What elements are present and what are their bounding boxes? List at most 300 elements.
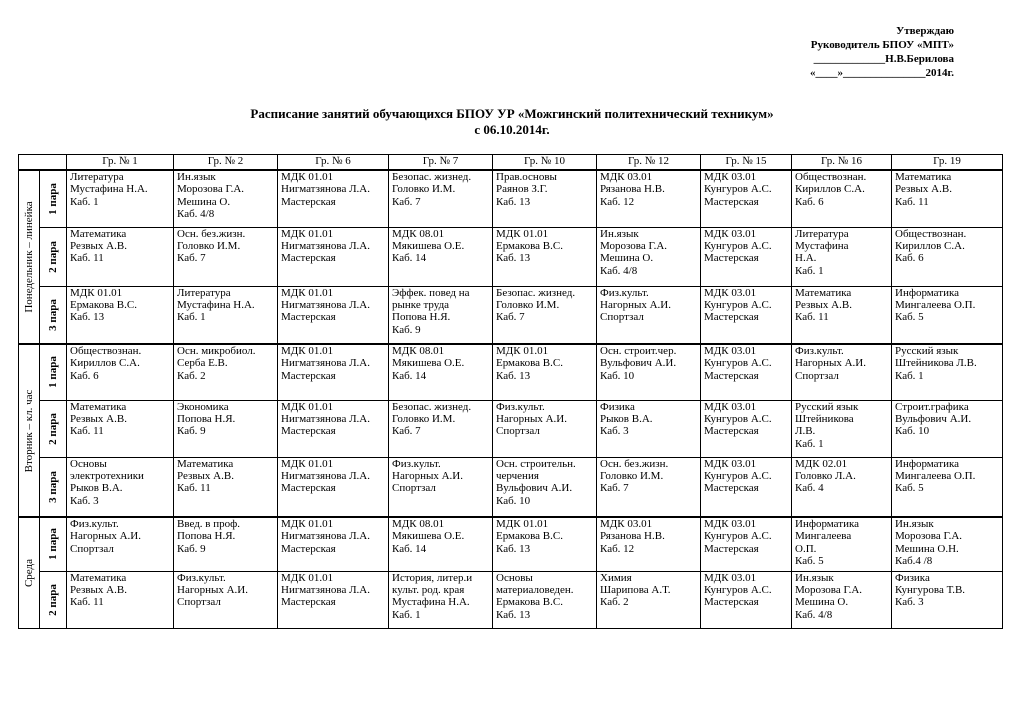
- schedule-table: [18, 154, 1003, 629]
- lesson-line: Мустафина: [795, 239, 849, 252]
- lesson-line: Мастерская: [704, 542, 759, 555]
- lesson-line: Каб. 13: [496, 608, 531, 621]
- period-label: 1 пара: [46, 182, 59, 215]
- lesson-cell: [389, 170, 493, 227]
- lesson-line: МДК 03.01: [704, 227, 757, 240]
- lesson-line: Мастерская: [704, 195, 759, 208]
- lesson-line: МДК 02.01: [795, 457, 848, 470]
- lesson-line: Ин.язык: [895, 518, 934, 530]
- lesson-line: Мастерская: [704, 369, 759, 382]
- lesson-line: Каб. 9: [177, 425, 206, 438]
- lesson-line: Нигматзянова Л.А.: [281, 583, 370, 596]
- lesson-line: Штейникова Л.В.: [895, 357, 977, 370]
- lesson-cell: [389, 227, 493, 286]
- lesson-line: МДК 03.01: [704, 571, 757, 584]
- lesson-cell: [892, 517, 1003, 571]
- period-label: 2 пара: [46, 240, 59, 273]
- lesson-line: Каб. 4/8: [177, 208, 215, 221]
- lesson-line: рынке труда: [392, 298, 450, 311]
- lesson-line: Каб. 5: [795, 555, 824, 568]
- lesson-line: Информатика: [895, 286, 960, 299]
- lesson-line: Мякишева О.Е.: [392, 239, 465, 252]
- lesson-line: Мустафина Н.А.: [177, 298, 255, 311]
- lesson-line: МДК 03.01: [600, 171, 653, 183]
- lesson-line: Ермакова В.С.: [496, 239, 563, 252]
- period-row: [19, 170, 1003, 227]
- period-label-cell: [40, 571, 67, 628]
- lesson-line: Нагорных А.И.: [70, 530, 141, 543]
- lesson-line: Обществознан.: [795, 171, 867, 183]
- lesson-line: Мустафина Н.А.: [392, 596, 470, 609]
- lesson-line: Нагорных А.И.: [795, 357, 866, 370]
- lesson-line: Математика: [795, 286, 852, 299]
- lesson-cell: [67, 227, 174, 286]
- lesson-line: Ермакова В.С.: [496, 596, 563, 609]
- lesson-line: Мастерская: [281, 482, 336, 495]
- lesson-line: Мастерская: [704, 311, 759, 324]
- lesson-line: Морозова Г.А.: [177, 183, 245, 196]
- lesson-cell: [493, 170, 597, 227]
- lesson-line: Каб. 11: [70, 252, 104, 265]
- lesson-line: Н.А.: [795, 252, 817, 265]
- lesson-line: Ермакова В.С.: [496, 530, 563, 543]
- lesson-line: МДК 01.01: [496, 227, 549, 240]
- lesson-line: Попова Н.Я.: [177, 530, 236, 543]
- lesson-cell: [174, 227, 278, 286]
- lesson-line: Каб. 12: [600, 195, 635, 208]
- lesson-cell: [67, 400, 174, 457]
- period-label: 2 пара: [46, 583, 59, 616]
- period-label: 1 пара: [46, 356, 59, 389]
- lesson-line: черчения: [496, 469, 539, 482]
- lesson-line: МДК 01.01: [496, 345, 549, 357]
- header-corner: [19, 155, 67, 171]
- day-label-cell: [19, 344, 40, 517]
- lesson-line: Морозова Г.А.: [600, 239, 668, 252]
- title-line-1: Расписание занятий обучающихся БПОУ УР «Можгинский политехнический техникум»: [250, 106, 774, 121]
- lesson-line: МДК 01.01: [70, 286, 123, 299]
- lesson-line: Каб. 13: [496, 252, 531, 265]
- lesson-cell: [67, 286, 174, 344]
- lesson-line: Информатика: [895, 457, 960, 470]
- lesson-line: Математика: [70, 571, 127, 584]
- lesson-cell: [278, 170, 389, 227]
- lesson-line: Рязанова Н.В.: [600, 183, 665, 196]
- lesson-line: Мастерская: [704, 596, 759, 609]
- period-label: 1 пара: [46, 528, 59, 561]
- lesson-line: Каб. 2: [600, 596, 629, 609]
- group-header: Гр. 19: [892, 155, 1003, 171]
- lesson-line: Каб. 11: [70, 425, 104, 438]
- day-label: Вторник – кл. час: [22, 389, 35, 472]
- lesson-line: Литература: [795, 227, 849, 240]
- lesson-line: электротехники: [70, 469, 144, 482]
- lesson-cell: [174, 344, 278, 400]
- lesson-line: Каб. 2: [177, 369, 206, 382]
- lesson-line: Каб. 4/8: [600, 264, 638, 277]
- lesson-line: Кунгуров А.С.: [704, 412, 772, 425]
- lesson-line: Каб. 13: [496, 369, 531, 382]
- lesson-cell: [278, 457, 389, 517]
- lesson-line: Каб. 4: [795, 482, 824, 495]
- group-header: Гр. № 10: [493, 155, 597, 171]
- lesson-line: Мастерская: [704, 425, 759, 438]
- lesson-line: Строит.графика: [895, 400, 969, 413]
- lesson-cell: [701, 170, 792, 227]
- lesson-line: Математика: [895, 171, 952, 183]
- lesson-cell: [389, 344, 493, 400]
- lesson-line: Головко Л.А.: [795, 469, 856, 482]
- lesson-cell: [892, 571, 1003, 628]
- lesson-line: Мастерская: [704, 482, 759, 495]
- period-label-cell: [40, 344, 67, 400]
- group-header: Гр. № 15: [701, 155, 792, 171]
- lesson-line: МДК 03.01: [704, 400, 757, 413]
- lesson-line: Л.В.: [795, 425, 816, 438]
- lesson-cell: [701, 286, 792, 344]
- lesson-line: МДК 01.01: [281, 571, 334, 584]
- lesson-cell: [389, 286, 493, 344]
- lesson-line: Каб. 6: [895, 252, 924, 265]
- lesson-line: Информатика: [795, 518, 860, 530]
- lesson-line: Физ.культ.: [177, 571, 226, 584]
- lesson-line: МДК 01.01: [281, 345, 334, 357]
- lesson-line: Каб.4 /8: [895, 555, 933, 568]
- lesson-line: Осн. микробиол.: [177, 345, 256, 357]
- lesson-line: Основы: [496, 571, 533, 584]
- lesson-cell: [174, 170, 278, 227]
- lesson-line: МДК 03.01: [704, 518, 757, 530]
- lesson-line: Мингалеева О.П.: [895, 298, 976, 311]
- lesson-line: Каб. 10: [496, 494, 531, 507]
- period-label-cell: [40, 286, 67, 344]
- lesson-line: Каб. 7: [177, 252, 206, 265]
- lesson-line: Ин.язык: [600, 227, 639, 240]
- lesson-line: Спортзал: [70, 542, 114, 555]
- lesson-line: Нигматзянова Л.А.: [281, 530, 370, 543]
- lesson-line: Каб. 1: [895, 369, 924, 382]
- lesson-line: культ. род. края: [392, 583, 465, 596]
- lesson-line: Каб. 11: [177, 482, 211, 495]
- lesson-line: О.П.: [795, 542, 817, 555]
- lesson-line: Мингалеева О.П.: [895, 469, 976, 482]
- lesson-cell: [67, 344, 174, 400]
- period-label-cell: [40, 227, 67, 286]
- lesson-line: Нагорных А.И.: [392, 469, 463, 482]
- lesson-line: Резвых А.В.: [70, 239, 127, 252]
- lesson-cell: [597, 517, 701, 571]
- approval-line-2: Руководитель БПОУ «МПТ»: [810, 39, 954, 51]
- lesson-line: Каб. 14: [392, 252, 427, 265]
- lesson-line: МДК 08.01: [392, 227, 445, 240]
- lesson-line: Мастерская: [281, 195, 336, 208]
- lesson-line: Мешина О.: [177, 195, 231, 208]
- period-row: [19, 227, 1003, 286]
- lesson-line: Русский язык: [795, 400, 859, 413]
- lesson-line: Каб. 10: [600, 369, 635, 382]
- lesson-line: Литература: [70, 171, 124, 183]
- lesson-line: Кунгуров А.С.: [704, 357, 772, 370]
- lesson-line: Головко И.М.: [392, 412, 456, 425]
- lesson-line: Рязанова Н.В.: [600, 530, 665, 543]
- period-label: 3 пара: [46, 470, 59, 503]
- lesson-cell: [493, 227, 597, 286]
- lesson-line: МДК 01.01: [281, 457, 334, 470]
- lesson-cell: [892, 170, 1003, 227]
- lesson-line: Мустафина Н.А.: [70, 183, 148, 196]
- lesson-cell: [493, 457, 597, 517]
- group-header: Гр. № 12: [597, 155, 701, 171]
- lesson-line: Каб. 1: [392, 608, 421, 621]
- lesson-line: Каб. 7: [496, 311, 525, 324]
- lesson-line: Безопас. жизнед.: [392, 400, 472, 413]
- lesson-cell: [278, 227, 389, 286]
- group-header: Гр. № 7: [389, 155, 493, 171]
- lesson-line: Попова Н.Я.: [177, 412, 236, 425]
- period-row: [19, 457, 1003, 517]
- lesson-cell: [892, 344, 1003, 400]
- lesson-line: Обществознан.: [70, 345, 142, 357]
- lesson-line: Прав.основы: [496, 171, 557, 183]
- lesson-line: Вульфович А.И.: [496, 482, 573, 495]
- lesson-line: Вульфович А.И.: [895, 412, 972, 425]
- lesson-line: Мякишева О.Е.: [392, 357, 465, 370]
- lesson-line: Кириллов С.А.: [70, 357, 140, 370]
- lesson-line: Резвых А.В.: [895, 183, 952, 196]
- lesson-line: Кириллов С.А.: [895, 239, 965, 252]
- lesson-line: Каб. 7: [392, 195, 421, 208]
- lesson-line: Резвых А.В.: [70, 583, 127, 596]
- lesson-line: Кунгуров А.С.: [704, 239, 772, 252]
- lesson-line: Ин.язык: [177, 171, 216, 183]
- group-header: Гр. № 16: [792, 155, 892, 171]
- period-row: [19, 286, 1003, 344]
- lesson-line: Резвых А.В.: [70, 412, 127, 425]
- lesson-line: Ермакова В.С.: [496, 357, 563, 370]
- lesson-line: Головко И.М.: [600, 469, 664, 482]
- period-row: [19, 400, 1003, 457]
- lesson-line: Головко И.М.: [177, 239, 241, 252]
- lesson-line: Кунгуров А.С.: [704, 183, 772, 196]
- lesson-cell: [67, 170, 174, 227]
- lesson-line: Мякишева О.Е.: [392, 530, 465, 543]
- lesson-line: материаловеден.: [496, 583, 574, 596]
- lesson-line: Математика: [177, 457, 234, 470]
- lesson-cell: [701, 517, 792, 571]
- lesson-line: Обществознан.: [895, 227, 967, 240]
- lesson-line: Кунгуров А.С.: [704, 583, 772, 596]
- period-row: [19, 571, 1003, 628]
- lesson-line: МДК 03.01: [704, 286, 757, 299]
- lesson-line: Физ.культ.: [70, 518, 119, 530]
- lesson-line: Физ.культ.: [392, 457, 441, 470]
- lesson-cell: [67, 517, 174, 571]
- lesson-cell: [174, 517, 278, 571]
- lesson-line: Каб. 7: [392, 425, 421, 438]
- lesson-line: Каб. 6: [795, 195, 824, 208]
- lesson-line: Раянов З.Г.: [496, 183, 548, 196]
- approval-line-3: _____________Н.В.Берилова: [813, 53, 954, 65]
- period-label: 2 пара: [46, 412, 59, 445]
- lesson-line: Нагорных А.И.: [600, 298, 671, 311]
- lesson-line: Кунгурова Т.В.: [895, 583, 966, 596]
- lesson-line: Морозова Г.А.: [795, 583, 863, 596]
- lesson-line: Физика: [895, 571, 930, 584]
- group-header: Гр. № 2: [174, 155, 278, 171]
- lesson-cell: [174, 286, 278, 344]
- lesson-line: Физ.культ.: [795, 345, 844, 357]
- lesson-line: МДК 01.01: [281, 518, 334, 530]
- lesson-line: Каб. 3: [895, 596, 924, 609]
- lesson-line: Осн. строит.чер.: [600, 345, 677, 357]
- lesson-cell: [493, 400, 597, 457]
- lesson-line: Нигматзянова Л.А.: [281, 357, 370, 370]
- lesson-line: Мешина О.: [600, 252, 654, 265]
- lesson-line: Мастерская: [704, 252, 759, 265]
- lesson-cell: [597, 286, 701, 344]
- group-header: Гр. № 1: [67, 155, 174, 171]
- lesson-line: МДК 03.01: [704, 345, 757, 357]
- lesson-line: Спортзал: [795, 369, 839, 382]
- lesson-line: Ин.язык: [795, 571, 834, 584]
- lesson-cell: [67, 571, 174, 628]
- lesson-line: Физ.культ.: [600, 286, 649, 299]
- lesson-line: Физ.культ.: [496, 400, 545, 413]
- lesson-cell: [67, 457, 174, 517]
- lesson-line: Спортзал: [177, 596, 221, 609]
- lesson-line: Кириллов С.А.: [795, 183, 865, 196]
- period-label-cell: [40, 457, 67, 517]
- period-row: [19, 344, 1003, 400]
- lesson-line: Химия: [600, 571, 632, 584]
- lesson-cell: [701, 344, 792, 400]
- lesson-line: Каб. 1: [70, 195, 99, 208]
- lesson-line: Каб. 13: [70, 311, 105, 324]
- lesson-line: Вульфович А.И.: [600, 357, 677, 370]
- day-label-cell: [19, 517, 40, 628]
- lesson-line: Штейникова: [795, 412, 854, 425]
- lesson-line: Мешина О.Н.: [895, 542, 959, 555]
- lesson-line: Каб. 1: [795, 437, 824, 450]
- lesson-cell: [174, 400, 278, 457]
- approval-block: [810, 24, 954, 80]
- lesson-line: Нигматзянова Л.А.: [281, 412, 370, 425]
- lesson-cell: [278, 517, 389, 571]
- day-label: Понедельник – линейка: [22, 201, 35, 313]
- lesson-cell: [174, 571, 278, 628]
- lesson-line: Каб. 9: [177, 542, 206, 555]
- lesson-line: МДК 01.01: [496, 518, 549, 530]
- lesson-cell: [389, 457, 493, 517]
- lesson-cell: [278, 286, 389, 344]
- lesson-line: Каб. 5: [895, 482, 924, 495]
- lesson-line: Каб. 9: [392, 323, 421, 336]
- lesson-line: Нагорных А.И.: [177, 583, 248, 596]
- lesson-line: Ермакова В.С.: [70, 298, 137, 311]
- lesson-cell: [701, 457, 792, 517]
- lesson-line: Рыков В.А.: [70, 482, 123, 495]
- lesson-line: Литература: [177, 286, 231, 299]
- period-row: [19, 517, 1003, 571]
- lesson-line: Мешина О.: [795, 596, 849, 609]
- lesson-line: Спортзал: [600, 311, 644, 324]
- lesson-line: Безопас. жизнед.: [392, 171, 472, 183]
- lesson-cell: [278, 400, 389, 457]
- title-line-2: с 06.10.2014г.: [474, 122, 550, 137]
- lesson-cell: [701, 571, 792, 628]
- lesson-cell: [597, 400, 701, 457]
- lesson-line: Каб. 6: [70, 369, 99, 382]
- lesson-line: Мингалеева: [795, 530, 852, 543]
- lesson-line: Головко И.М.: [392, 183, 456, 196]
- lesson-line: Мастерская: [281, 542, 336, 555]
- lesson-line: Каб. 13: [496, 542, 531, 555]
- lesson-line: Кунгуров А.С.: [704, 469, 772, 482]
- lesson-cell: [389, 400, 493, 457]
- lesson-cell: [792, 571, 892, 628]
- lesson-cell: [892, 457, 1003, 517]
- lesson-cell: [597, 457, 701, 517]
- lesson-line: Мастерская: [281, 369, 336, 382]
- lesson-line: Нигматзянова Л.А.: [281, 183, 370, 196]
- lesson-line: Нигматзянова Л.А.: [281, 239, 370, 252]
- lesson-line: История, литер.и: [392, 571, 473, 584]
- lesson-line: Каб. 13: [496, 195, 531, 208]
- lesson-line: Рыков В.А.: [600, 412, 653, 425]
- lesson-line: Математика: [70, 227, 127, 240]
- lesson-cell: [792, 227, 892, 286]
- lesson-cell: [892, 400, 1003, 457]
- day-label: Среда: [22, 558, 35, 587]
- lesson-line: Экономика: [177, 400, 229, 413]
- lesson-line: МДК 08.01: [392, 345, 445, 357]
- lesson-line: Головко И.М.: [496, 298, 560, 311]
- lesson-line: Резвых А.В.: [795, 298, 852, 311]
- lesson-line: Каб. 14: [392, 369, 427, 382]
- lesson-line: Каб. 14: [392, 542, 427, 555]
- lesson-cell: [493, 571, 597, 628]
- lesson-line: Кунгуров А.С.: [704, 530, 772, 543]
- lesson-cell: [597, 344, 701, 400]
- lesson-cell: [792, 170, 892, 227]
- lesson-line: Мастерская: [281, 311, 336, 324]
- lesson-cell: [389, 517, 493, 571]
- lesson-line: Нагорных А.И.: [496, 412, 567, 425]
- lesson-line: Кунгуров А.С.: [704, 298, 772, 311]
- lesson-line: Эффек. повед на: [392, 286, 470, 299]
- lesson-line: Спортзал: [496, 425, 540, 438]
- lesson-line: Попова Н.Я.: [392, 311, 451, 324]
- lesson-line: Каб. 3: [600, 425, 629, 438]
- lesson-line: Мастерская: [281, 252, 336, 265]
- lesson-line: МДК 08.01: [392, 518, 445, 530]
- lesson-line: Осн. без.жизн.: [177, 227, 246, 240]
- lesson-cell: [278, 344, 389, 400]
- lesson-cell: [792, 457, 892, 517]
- group-header: Гр. № 6: [278, 155, 389, 171]
- header-row: [19, 155, 1003, 171]
- lesson-cell: [174, 457, 278, 517]
- lesson-line: Каб. 1: [795, 264, 824, 277]
- lesson-line: Математика: [70, 400, 127, 413]
- lesson-line: Безопас. жизнед.: [496, 286, 576, 299]
- lesson-cell: [597, 227, 701, 286]
- lesson-line: Мастерская: [281, 425, 336, 438]
- lesson-cell: [792, 344, 892, 400]
- lesson-line: Основы: [70, 457, 107, 470]
- lesson-line: Морозова Г.А.: [895, 530, 963, 543]
- approval-line-1: Утверждаю: [896, 25, 954, 37]
